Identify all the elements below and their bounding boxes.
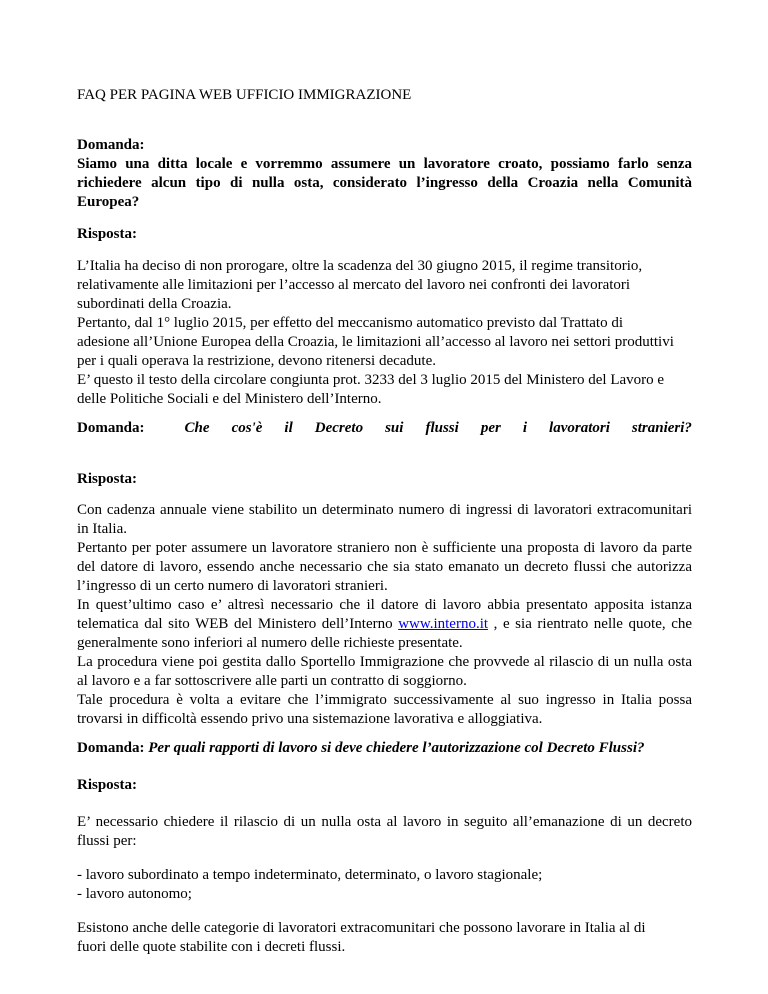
answer-paragraph: Pertanto per poter assumere un lavoratore straniero non è sufficiente una proposta di lavoro da parte del datore di lavoro, essendo anche necessario che sia stato emanato un decreto flussi che autorizza l’ingresso di un certo numero di lavoratori stranieri. [77, 540, 692, 594]
question-word: per [480, 420, 501, 436]
answer-line: L’Italia ha deciso di non prorogare, oltre la scadenza del 30 giugno 2015, il regime transitorio, [77, 258, 643, 274]
answer-line: Esistono anche delle categorie di lavoratori extracomunitari che possono lavorare in Italia al di [77, 920, 646, 936]
question-word: cos'è [231, 420, 263, 436]
question-word: Che [184, 420, 210, 436]
question-text: Siamo una ditta locale e vorremmo assumere un lavoratore croato, possiamo farlo senza richiedere alcun tipo di nulla osta, considerato l’ingresso della Croazia nella Comunità Europea? [77, 156, 692, 210]
question-word: sui [385, 420, 404, 436]
faq-3-answer-intro: E’ necessario chiedere il rilascio di un nulla osta al lavoro in seguito all’emanazione di un decreto flussi per: [77, 814, 692, 849]
faq-3-answer-outro [77, 919, 692, 957]
question-text: Per quali rapporti di lavoro si deve chiedere l’autorizzazione col Decreto Flussi? [148, 740, 645, 756]
answer-line: relativamente alle limitazioni per l’accesso al mercato del lavoro nei confronti dei lavoratori [77, 277, 631, 293]
answer-paragraph: Tale procedura è volta a evitare che l’immigrato successivamente al suo ingresso in Italia possa trovarsi in difficoltà essendo privo una sistemazione lavorativa e alloggiativa. [77, 692, 692, 727]
question-word: Decreto [314, 420, 364, 436]
list-item: - lavoro autonomo; [77, 886, 192, 902]
question-label: Domanda: [77, 137, 145, 153]
question-word: i [522, 420, 528, 436]
question-word: il [284, 420, 293, 436]
faq-2-question [77, 419, 692, 438]
question-word: flussi [425, 420, 459, 436]
answer-line: adesione all’Unione Europea della Croazia, le limitazioni all’accesso al lavoro nei settori produttivi [77, 334, 674, 350]
faq-3-answer-list [77, 866, 692, 904]
faq-2-answer [77, 501, 692, 729]
faq-1-answer [77, 257, 692, 409]
answer-line: Pertanto, dal 1° luglio 2015, per effetto del meccanismo automatico previsto dal Trattato di [77, 315, 624, 331]
question-label: Domanda: [77, 420, 145, 436]
faq-2-answer-label: Risposta: [77, 471, 138, 487]
page-title: FAQ PER PAGINA WEB UFFICIO IMMIGRAZIONE [77, 87, 412, 103]
list-item: - lavoro subordinato a tempo indeterminato, determinato, o lavoro stagionale; [77, 867, 543, 883]
answer-line: E’ questo il testo della circolare congiunta prot. 3233 del 3 luglio 2015 del Ministero del Lavoro e [77, 372, 665, 388]
faq-3-answer-label: Risposta: [77, 777, 138, 793]
answer-line: fuori delle quote stabilite con i decreti flussi. [77, 939, 346, 955]
interno-link[interactable]: www.interno.it [398, 616, 489, 632]
question-word: lavoratori [549, 420, 610, 436]
answer-line: subordinati della Croazia. [77, 296, 232, 312]
faq-1-answer-label: Risposta: [77, 226, 138, 242]
answer-paragraph: Con cadenza annuale viene stabilito un determinato numero di ingressi di lavoratori extracomunitari in Italia. [77, 502, 692, 537]
question-word: stranieri? [631, 420, 692, 436]
answer-line: per i quali operava la restrizione, devono ritenersi decadute. [77, 353, 437, 369]
answer-line: delle Politiche Sociali e del Ministero dell’Interno. [77, 391, 382, 407]
answer-paragraph: La procedura viene poi gestita dallo Sportello Immigrazione che provvede al rilascio di un nulla osta al lavoro e a far sottoscrivere alle parti un contratto di soggiorno. [77, 654, 692, 689]
question-label: Domanda: [77, 740, 145, 756]
faq-3-question [77, 739, 692, 758]
answer-paragraph: In quest’ultimo caso e’ altresì necessario che il datore di lavoro abbia presentato apposita istanza telematica dal sito WEB del Ministero dell’Interno www.interno.it , e sia rientrato nelle quote, che generalmente sono inferiori al numero delle richieste presentate. [77, 597, 693, 651]
faq-1-question [77, 136, 692, 212]
